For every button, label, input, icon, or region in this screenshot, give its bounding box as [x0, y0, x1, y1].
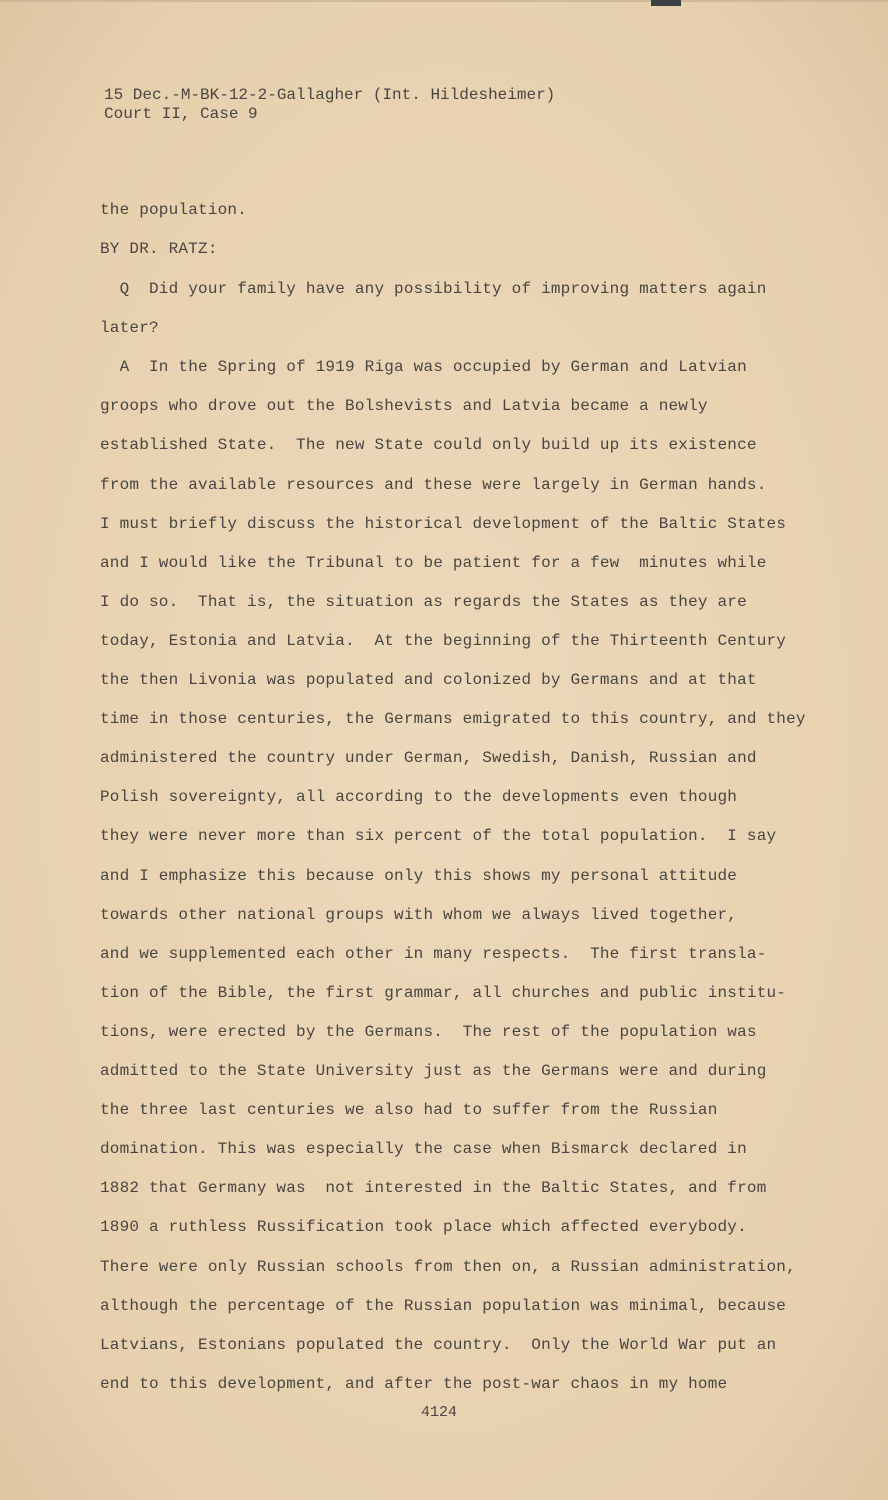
- paper-edge: [0, 0, 888, 2]
- header-reference: 15 Dec.-M-BK-12-2-Gallagher (Int. Hildesheimer): [104, 86, 556, 104]
- transcript-line: they were never more than six percent of the total population. I say: [100, 827, 777, 846]
- transcript-line: tions, were erected by the Germans. The rest of the population was: [100, 1022, 757, 1041]
- transcript-line: and we supplemented each other in many respects. The first transla-: [100, 944, 767, 963]
- transcript-line: the then Livonia was populated and colonized by Germans and at that: [100, 671, 757, 689]
- transcript-line: from the available resources and these were largely in German hands.: [100, 475, 767, 494]
- transcript-line: I must briefly discuss the historical development of the Baltic States: [100, 514, 787, 533]
- transcript-line: A In the Spring of 1919 Riga was occupied by German and Latvian: [100, 358, 747, 377]
- transcript-line: the three last centuries we also had to suffer from the Russian: [100, 1101, 718, 1120]
- transcript-line: tion of the Bible, the first grammar, all churches and public institu-: [100, 983, 787, 1002]
- transcript-line: 1890 a ruthless Russification took place which affected everybody.: [100, 1218, 747, 1237]
- transcript-line: groops who drove out the Bolshevists and Latvia became a newly: [100, 397, 708, 416]
- page-number: 4124: [421, 1404, 458, 1421]
- continuation-text: the population.: [100, 201, 248, 219]
- transcript-line: and I would like the Tribunal to be patient for a few minutes while: [100, 553, 767, 572]
- transcript-line: domination. This was especially the case when Bismarck declared in: [100, 1140, 747, 1159]
- transcript-line: time in those centuries, the Germans emigrated to this country, and they: [100, 710, 806, 729]
- transcript-line: Q Did your family have any possibility of improving matters again: [100, 280, 767, 298]
- header-court: Court II, Case 9: [104, 105, 258, 123]
- transcript-line: administered the country under German, Swedish, Danish, Russian and: [100, 749, 757, 768]
- transcript-line: Latvians, Estonians populated the country. Only the World War put an: [100, 1335, 777, 1354]
- transcript-line: and I emphasize this because only this shows my personal attitude: [100, 866, 738, 885]
- transcript-line: There were only Russian schools from then on, a Russian administration,: [100, 1257, 796, 1276]
- transcript-line: although the percentage of the Russian population was minimal, because: [100, 1296, 787, 1315]
- binder-clip-mark: [651, 0, 681, 6]
- transcript-line: later?: [100, 319, 159, 338]
- transcript-line: established State. The new State could only build up its existence: [100, 436, 757, 455]
- transcript-line: admitted to the State University just as the Germans were and during: [100, 1062, 767, 1080]
- transcript-line: towards other national groups with whom we always lived together,: [100, 905, 738, 924]
- transcript-line: Polish sovereignty, all according to the developments even though: [100, 788, 738, 807]
- speaker-label: BY DR. RATZ:: [100, 240, 218, 258]
- transcript-line: end to this development, and after the post-war chaos in my home: [100, 1374, 728, 1393]
- transcript-line: I do so. That is, the situation as regards the States as they are: [100, 592, 747, 611]
- transcript-line: today, Estonia and Latvia. At the beginning of the Thirteenth Century: [100, 631, 787, 650]
- transcript-line: 1882 that Germany was not interested in the Baltic States, and from: [100, 1179, 767, 1198]
